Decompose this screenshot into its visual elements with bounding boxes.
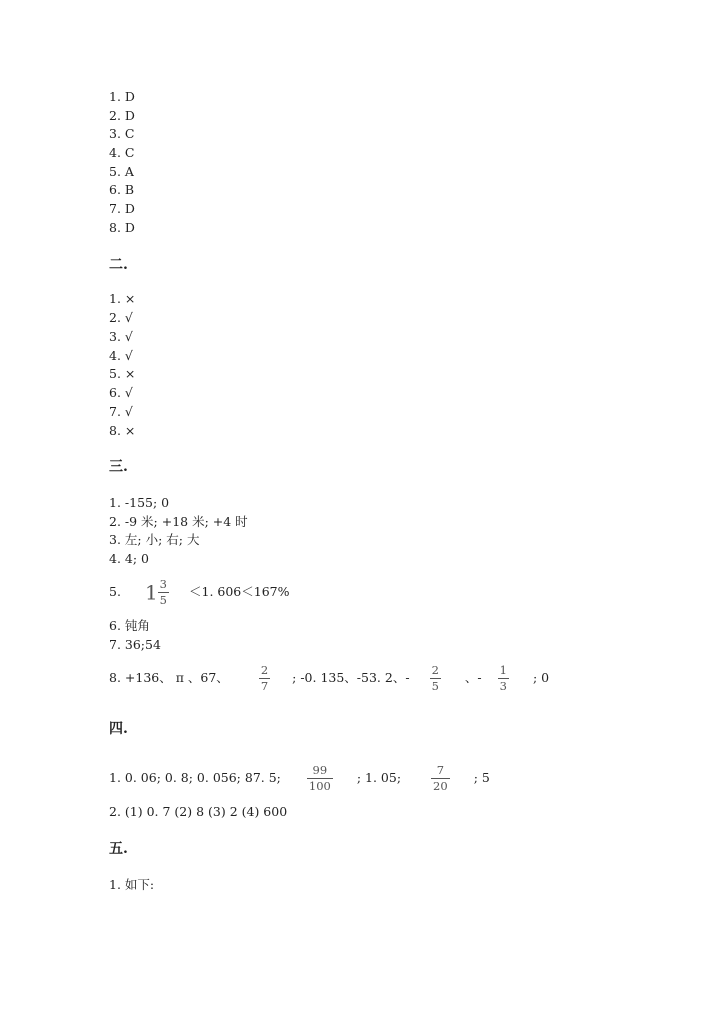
s1-item-1: 1. D: [109, 89, 135, 104]
s4-item-1-suffix: ; 5: [473, 770, 490, 785]
fraction-denominator: 5: [159, 593, 167, 607]
s1-item-2: 2. D: [109, 108, 135, 123]
fraction-numerator: 7: [436, 763, 445, 777]
s2-item-3: 3. √: [109, 329, 133, 344]
section3-heading: 三.: [109, 459, 128, 475]
s3-item-2: 2. -9 米; +18 米; +4 时: [109, 514, 248, 529]
s3-item-5-label: 5.: [109, 584, 121, 599]
s3-item-8-mid1: ; -0. 135、-53. 2、-: [292, 670, 410, 685]
s3-item-8-mid2: 、-: [464, 670, 482, 685]
s1-item-5: 5. A: [109, 164, 134, 179]
s5-item-1: 1. 如下:: [109, 877, 155, 892]
s4-item-1: [109, 762, 490, 794]
fraction-denominator: 20: [433, 779, 448, 793]
fraction-denominator: 7: [260, 679, 269, 693]
section5-heading: 五.: [109, 841, 128, 857]
fraction-numerator: 2: [431, 663, 439, 677]
section2-heading: 二.: [109, 257, 128, 273]
s1-item-8: 8. D: [109, 220, 135, 235]
s3-item-3: 3. 左; 小; 右; 大: [109, 532, 200, 547]
fraction-7-20: [431, 764, 450, 793]
fraction-1-3: [498, 664, 509, 693]
fraction-numerator: 99: [312, 763, 328, 777]
s1-item-7: 7. D: [109, 201, 135, 216]
s4-item-1-prefix: 1. 0. 06; 0. 8; 0. 056; 87. 5;: [109, 770, 281, 785]
s2-item-6: 6. √: [109, 385, 133, 400]
fraction-numerator: 3: [159, 577, 167, 591]
s3-item-6: 6. 钝角: [109, 618, 150, 633]
fraction-denominator: 3: [499, 679, 507, 693]
s2-item-1: 1. ×: [109, 291, 136, 306]
s4-item-1-mid: ; 1. 05;: [356, 770, 402, 785]
mixed-number-whole: 1: [144, 580, 158, 605]
s2-item-2: 2. √: [109, 310, 133, 325]
s3-item-7: 7. 36;54: [109, 637, 161, 652]
s2-item-7: 7. √: [109, 404, 133, 419]
fraction-2-5: [430, 664, 441, 693]
s3-item-5: [109, 576, 290, 609]
section4-heading: 四.: [109, 721, 128, 737]
s2-item-5: 5. ×: [109, 366, 136, 381]
s3-item-4: 4. 4; 0: [109, 551, 149, 566]
fraction-denominator: 100: [308, 779, 331, 793]
s3-item-8-prefix: 8. +136、 π 、67、: [109, 670, 229, 685]
s4-item-2: 2. (1) 0. 7 (2) 8 (3) 2 (4) 600: [109, 804, 288, 819]
fraction-99-100: [307, 764, 333, 793]
s1-item-6: 6. B: [109, 182, 135, 197]
s2-item-4: 4. √: [109, 348, 133, 363]
fraction-numerator: 1: [499, 663, 507, 677]
s3-item-8: [109, 662, 549, 694]
s3-item-5-rest: ＜1. 606＜167%: [189, 584, 290, 599]
s2-item-8: 8. ×: [109, 423, 136, 438]
fraction-denominator: 5: [431, 679, 439, 693]
mixed-number-fraction: [158, 578, 169, 607]
fraction-2-7: [259, 664, 270, 693]
s3-item-8-suffix: ; 0: [532, 670, 550, 685]
s1-item-4: 4. C: [109, 145, 135, 160]
s1-item-3: 3. C: [109, 126, 135, 141]
fraction-numerator: 2: [260, 663, 269, 677]
s3-item-1: 1. -155; 0: [109, 495, 170, 510]
